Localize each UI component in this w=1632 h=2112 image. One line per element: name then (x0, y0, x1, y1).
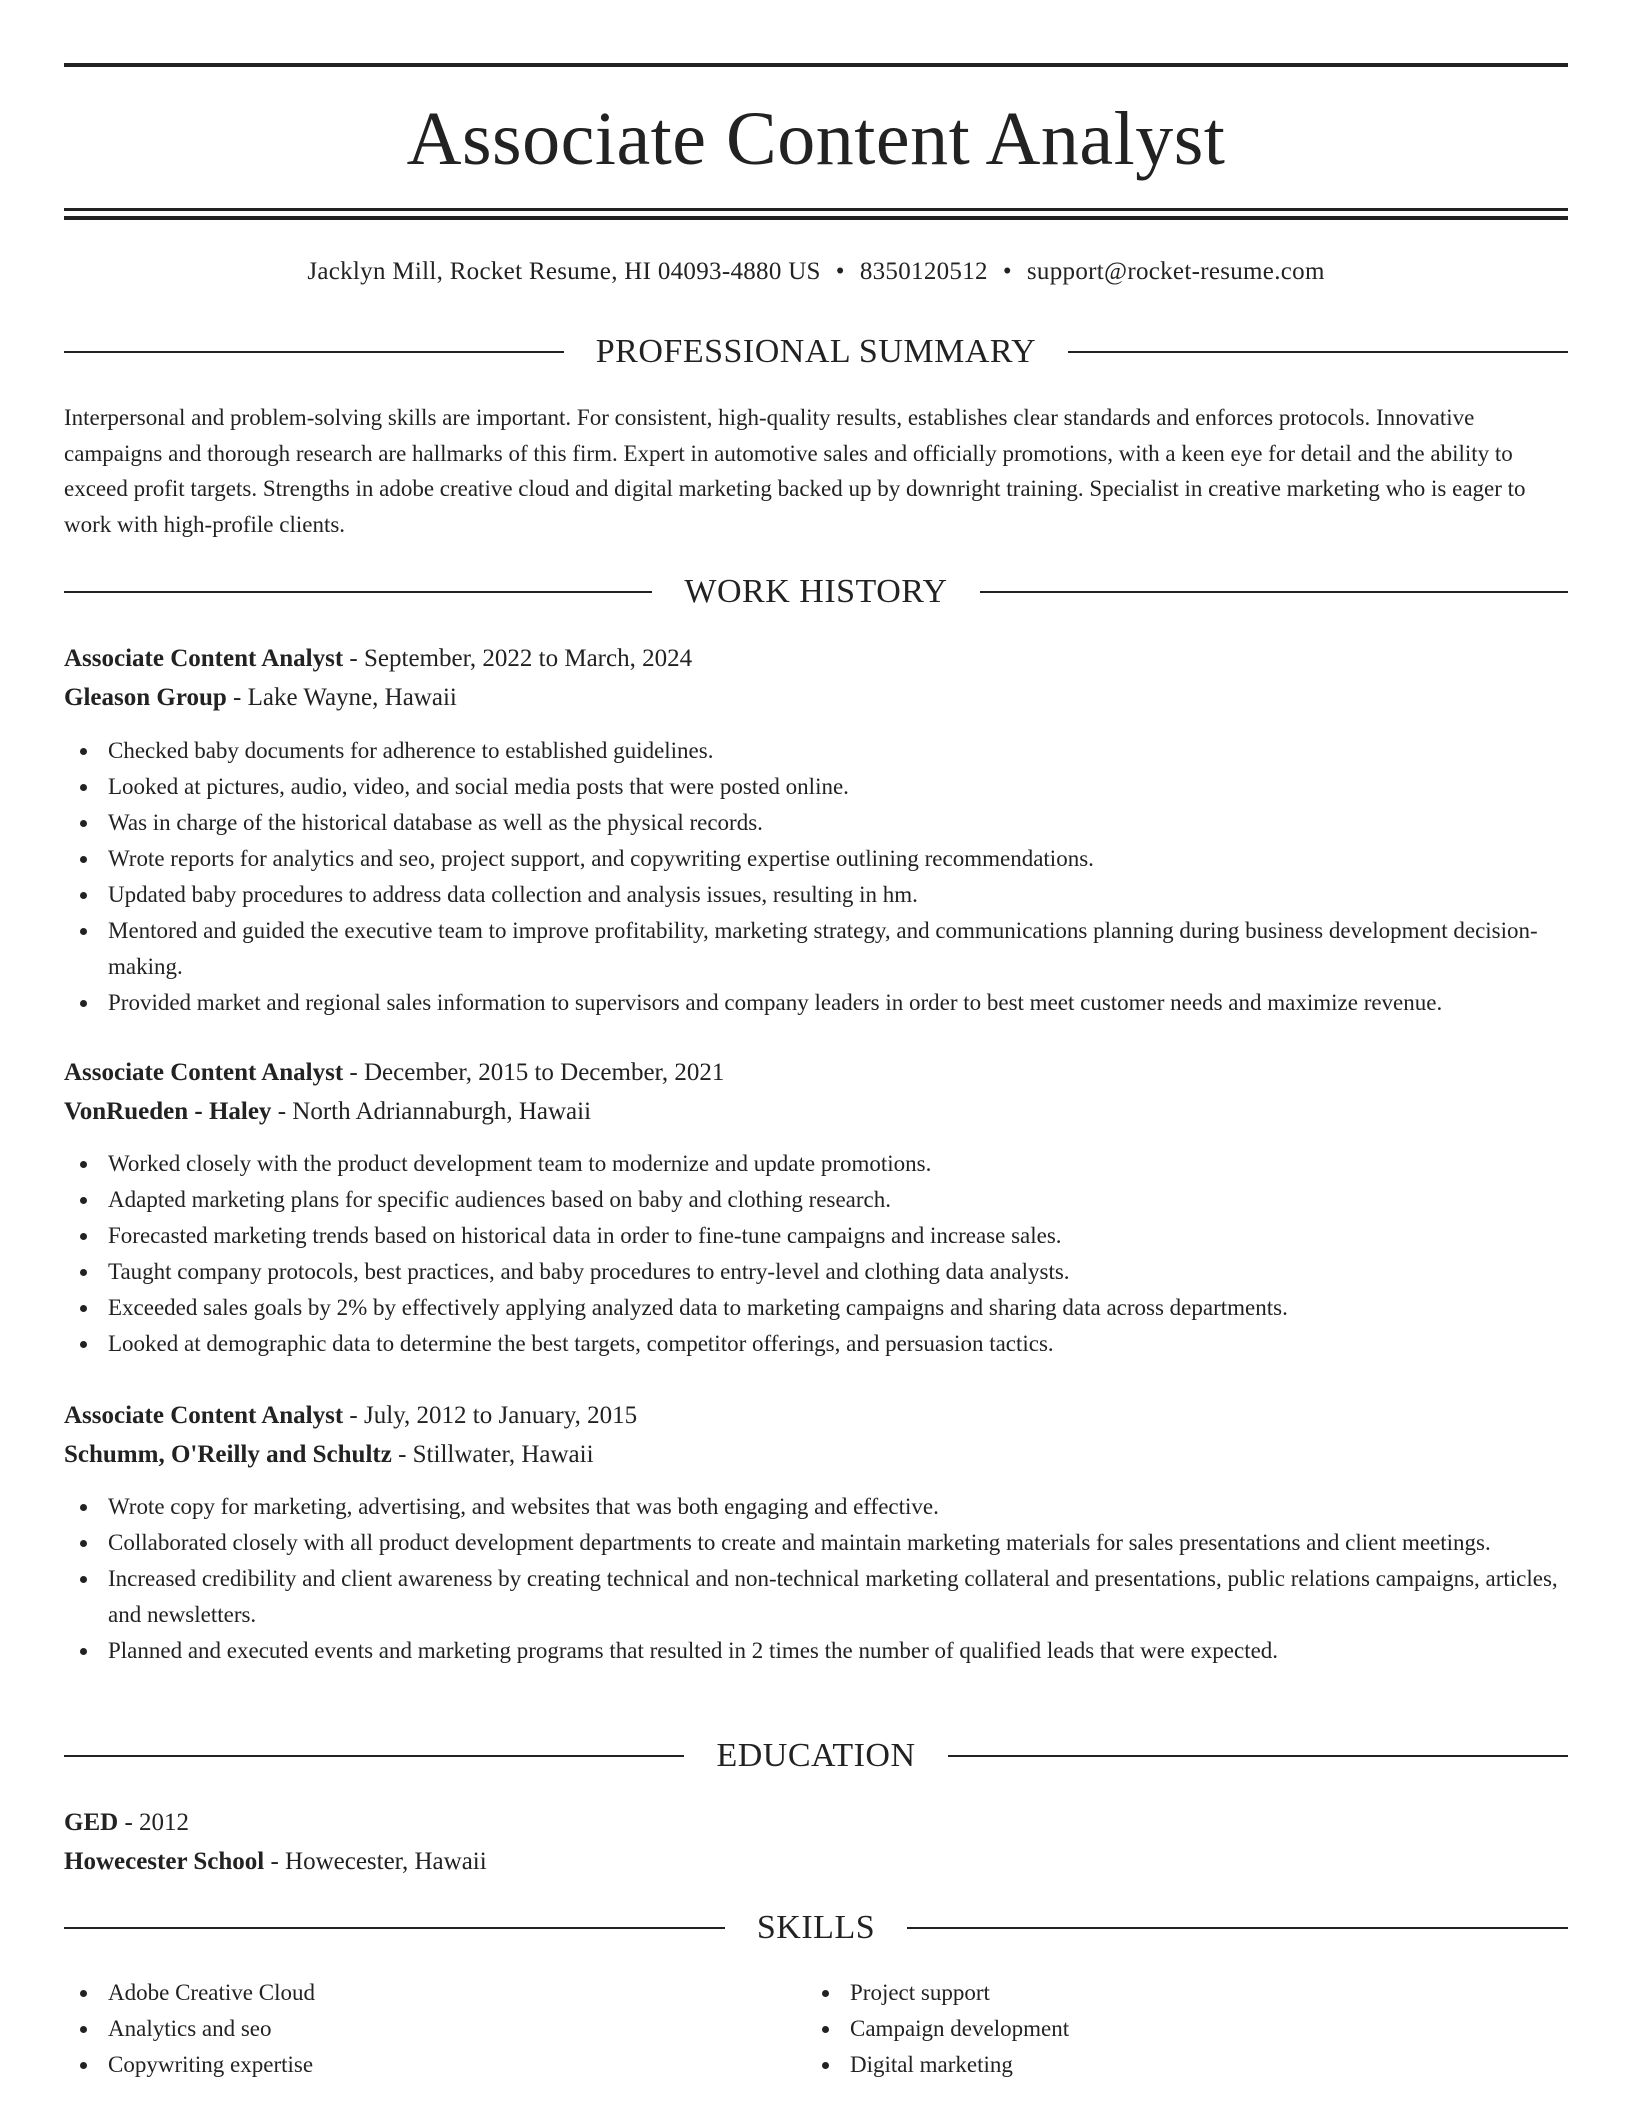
education-degree: GED (64, 1809, 119, 1836)
section-heading-education (64, 1731, 1568, 1781)
education-degree-line (64, 1803, 1568, 1842)
job-company-line (64, 1092, 1568, 1131)
list-item: Adapted marketing plans for specific audiences based on baby and clothing research. (64, 1182, 1568, 1218)
job-bullet-list (64, 733, 1568, 1021)
heading-rule (948, 1755, 1568, 1757)
skill-item: Project support (806, 1975, 1632, 2011)
list-item: Updated baby procedures to address data collection and analysis issues, resulting in hm. (64, 877, 1568, 913)
list-item: Looked at pictures, audio, video, and social media posts that were posted online. (64, 769, 1568, 805)
section-heading-summary (64, 327, 1568, 377)
heading-rule (64, 1755, 684, 1757)
list-item: Planned and executed events and marketing programs that resulted in 2 times the number of qualified leads that were expected. (64, 1633, 1568, 1669)
list-item: Worked closely with the product development team to modernize and update promotions. (64, 1146, 1568, 1182)
education-school: Howecester School (64, 1848, 265, 1875)
job-title: Associate Content Analyst (64, 1059, 344, 1086)
list-item: Collaborated closely with all product development departments to create and maintain marketing materials for sales presentations and client meetings. (64, 1525, 1568, 1561)
list-item: Was in charge of the historical database as well as the physical records. (64, 805, 1568, 841)
job-title: Associate Content Analyst (64, 645, 344, 672)
job-company-line (64, 1435, 1568, 1474)
job-dates: - July, 2012 to January, 2015 (343, 1402, 638, 1429)
list-item: Looked at demographic data to determine the best targets, competitor offerings, and persuasion tactics. (64, 1326, 1568, 1362)
contact-email: support@rocket-resume.com (1026, 258, 1325, 285)
heading-rule (980, 591, 1568, 593)
list-item: Provided market and regional sales information to supervisors and company leaders in order to best meet customer needs and maximize revenue. (64, 985, 1568, 1021)
job-bullet-list (64, 1489, 1568, 1669)
heading-rule (64, 591, 652, 593)
list-item: Taught company protocols, best practices, and baby procedures to entry-level and clothing data analysts. (64, 1254, 1568, 1290)
contact-phone: 8350120512 (859, 258, 988, 285)
list-item: Exceeded sales goals by 2% by effectively applying analyzed data to marketing campaigns and sharing data across departments. (64, 1290, 1568, 1326)
job-dates: - December, 2015 to December, 2021 (343, 1059, 725, 1086)
job-location: - Lake Wayne, Hawaii (226, 684, 457, 711)
summary-text: Interpersonal and problem-solving skills are important. For consistent, high-quality results, establishes clear standards and enforces protocols. Innovative campaigns and thorough research are hallmarks of this firm. Expert in automotive sales and officially promotions, with a keen eye for detail and the ability to exceed profit targets. Strengths in adobe creative cloud and digital marketing backed up by downright training. Specialist in creative marketing who is eager to work with high-profile clients. (64, 405, 1526, 537)
page-title: Associate Content Analyst (406, 97, 1226, 181)
list-item: Increased credibility and client awareness by creating technical and non-technical marketing collateral and presentations, public relations campaigns, articles, and newsletters. (64, 1561, 1568, 1633)
top-rule (64, 63, 1568, 67)
heading-rule (64, 1927, 725, 1929)
job-company-line (64, 678, 1568, 717)
job-location: - North Adriannaburgh, Hawaii (271, 1098, 592, 1125)
section-heading-skills (64, 1903, 1568, 1953)
job-title-line (64, 1053, 1568, 1092)
title-rule-lower (64, 216, 1568, 220)
skill-item: Campaign development (806, 2011, 1632, 2047)
list-item: Wrote copy for marketing, advertising, and websites that was both engaging and effective. (64, 1489, 1568, 1525)
education-school-line (64, 1842, 1568, 1881)
job-company: VonRueden - Haley (64, 1098, 272, 1125)
list-item: Checked baby documents for adherence to established guidelines. (64, 733, 1568, 769)
education-year: - 2012 (118, 1809, 190, 1836)
section-title: SKILLS (756, 1909, 876, 1946)
contact-separator: • (1002, 258, 1012, 285)
job-dates: - September, 2022 to March, 2024 (343, 645, 693, 672)
skill-item: Adobe Creative Cloud (64, 1975, 1568, 2011)
section-title: EDUCATION (716, 1737, 916, 1774)
list-item: Forecasted marketing trends based on historical data in order to fine-tune campaigns and increase sales. (64, 1218, 1568, 1254)
skill-item: Digital marketing (806, 2047, 1632, 2083)
education-location: - Howecester, Hawaii (264, 1848, 487, 1875)
skills-list-right (806, 1975, 1632, 2083)
section-title: WORK HISTORY (684, 573, 948, 610)
contact-separator: • (835, 258, 845, 285)
section-title: PROFESSIONAL SUMMARY (595, 333, 1037, 370)
contact-line (64, 252, 1568, 292)
job-location: - Stillwater, Hawaii (391, 1441, 594, 1468)
skill-item: Copywriting expertise (64, 2047, 1568, 2083)
list-item: Mentored and guided the executive team to improve profitability, marketing strategy, and communications planning during business development decision-making. (64, 913, 1568, 985)
job-title: Associate Content Analyst (64, 1402, 344, 1429)
job-title-line (64, 639, 1568, 678)
section-heading-work (64, 567, 1568, 617)
title-rule-upper (64, 208, 1568, 211)
heading-rule (1068, 351, 1568, 353)
contact-address: Jacklyn Mill, Rocket Resume, HI 04093-4880 US (307, 258, 821, 285)
heading-rule (907, 1927, 1568, 1929)
job-title-line (64, 1396, 1568, 1435)
heading-rule (64, 351, 564, 353)
job-company: Schumm, O'Reilly and Schultz (64, 1441, 392, 1468)
job-company: Gleason Group (64, 684, 227, 711)
list-item: Wrote reports for analytics and seo, project support, and copywriting expertise outlining recommendations. (64, 841, 1568, 877)
skill-item: Analytics and seo (64, 2011, 1568, 2047)
job-bullet-list (64, 1146, 1568, 1362)
